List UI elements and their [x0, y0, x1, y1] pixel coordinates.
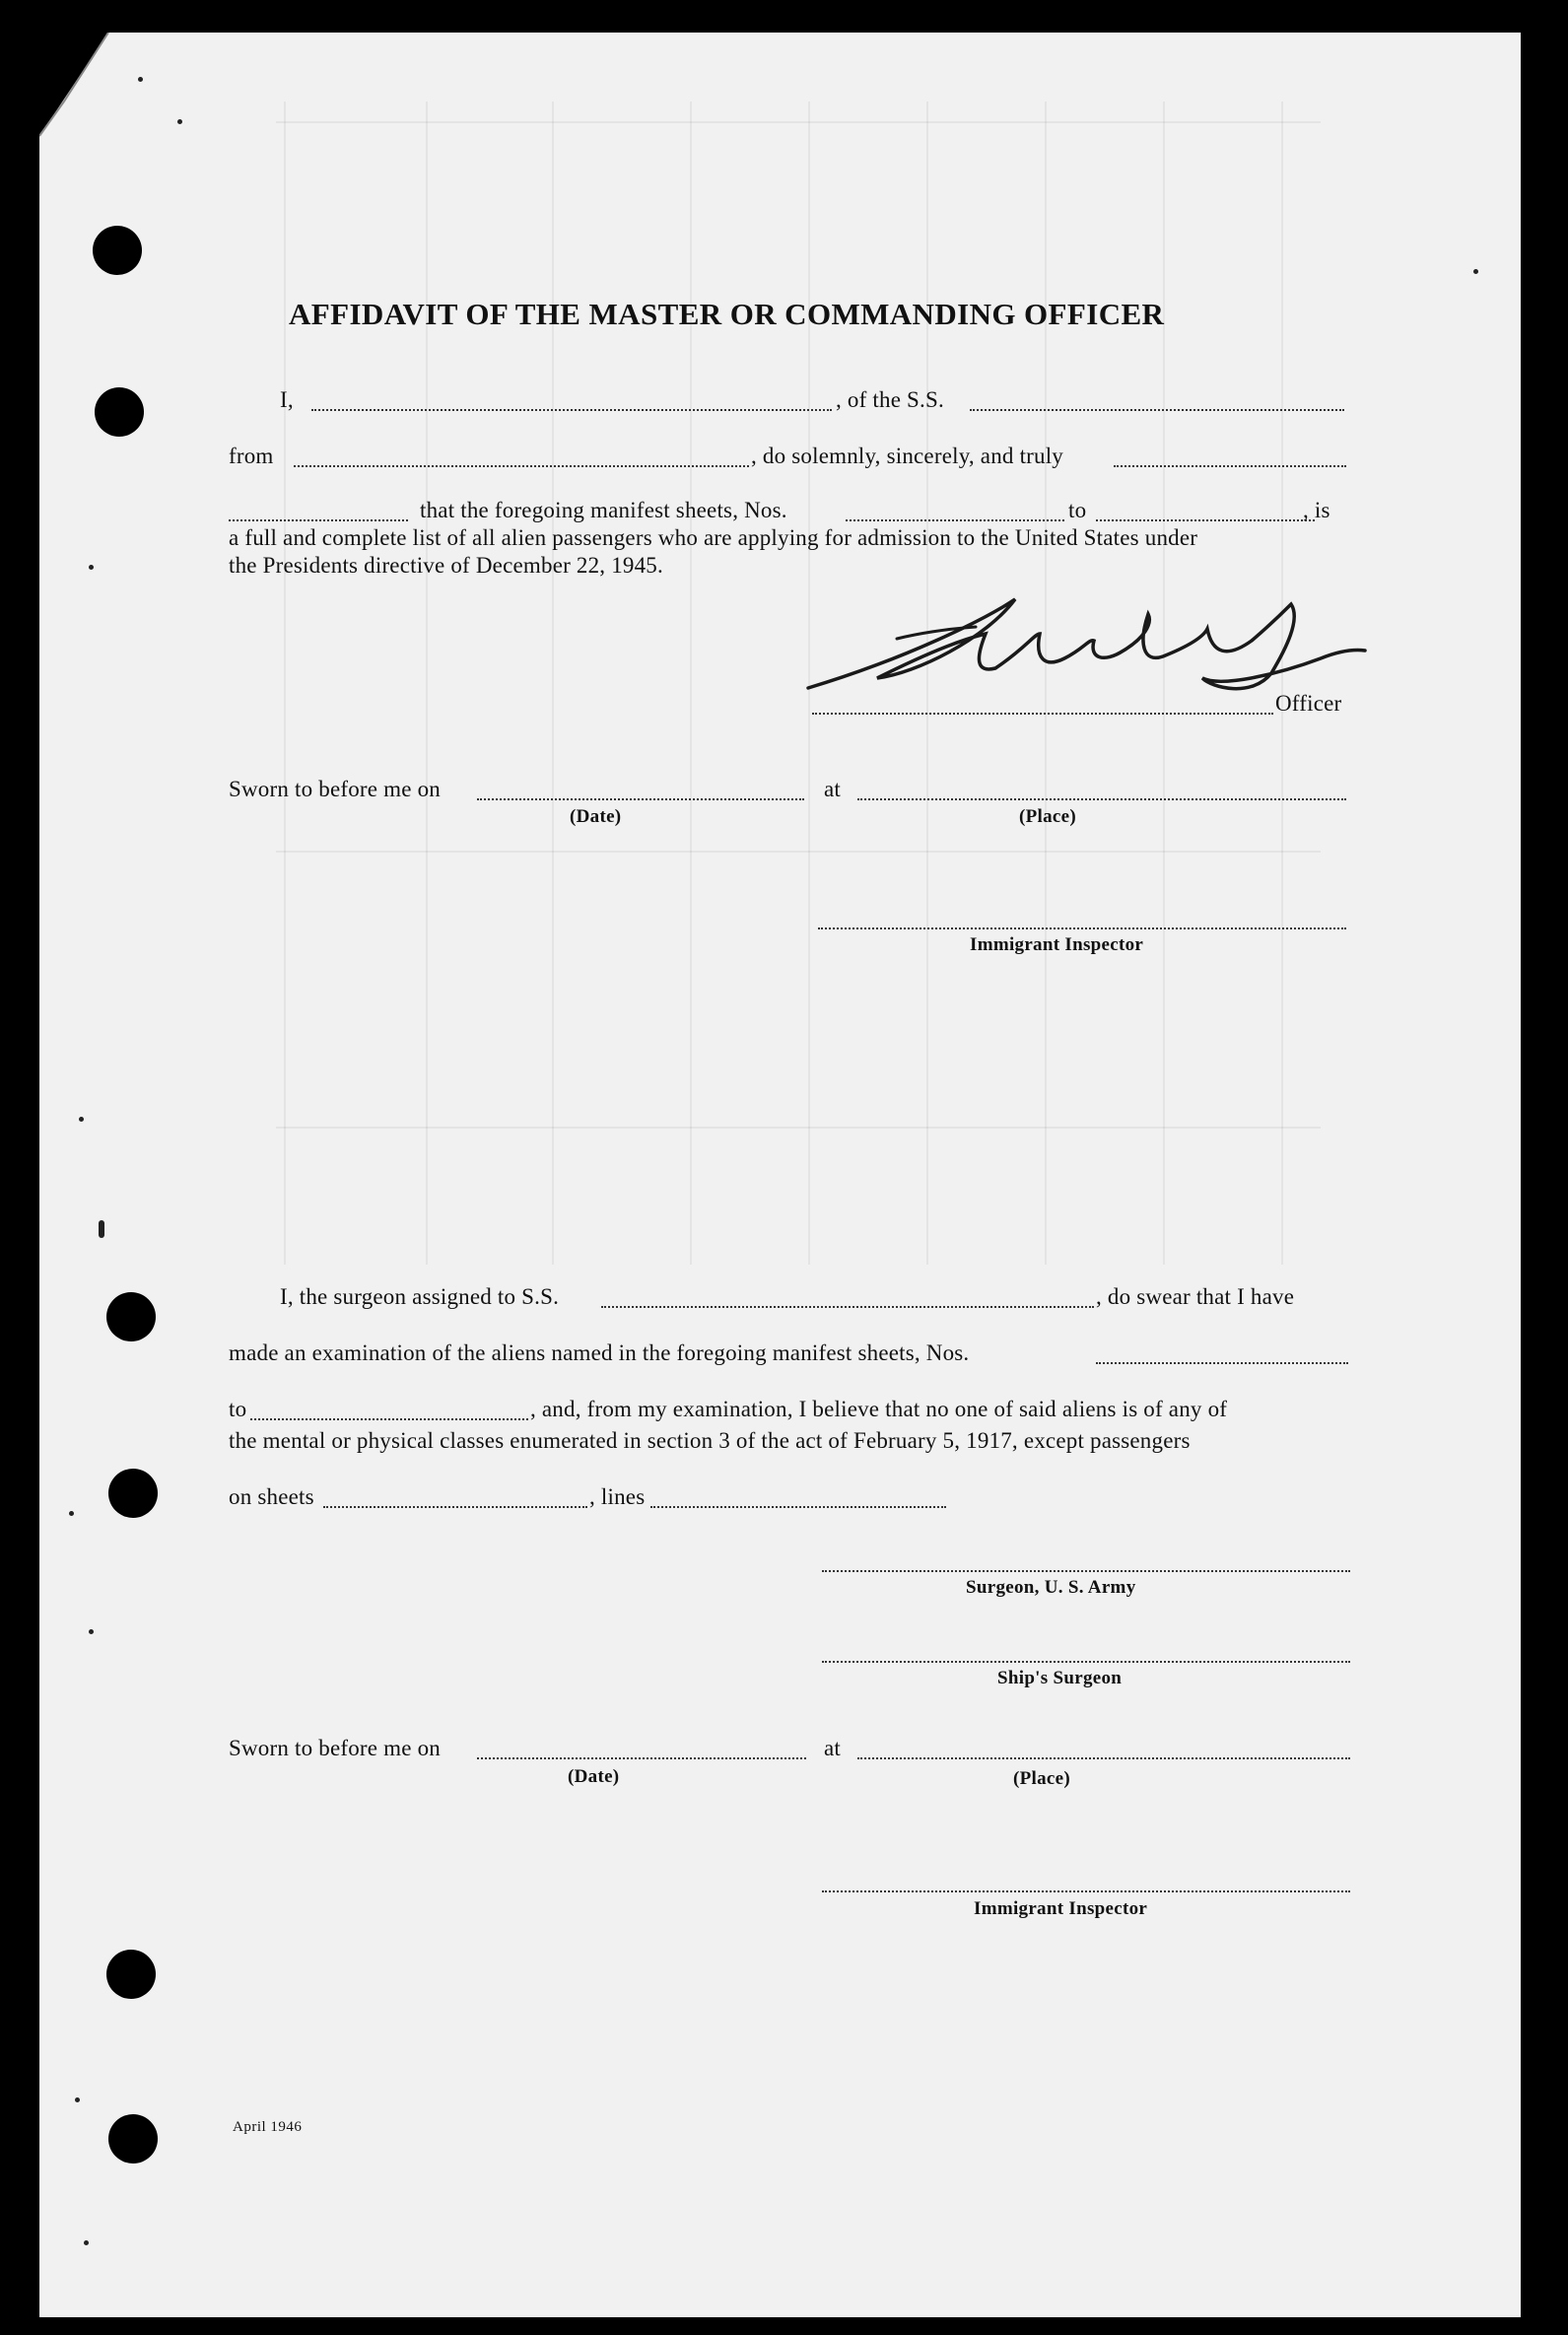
binder-hole	[108, 1469, 158, 1518]
bleed-through-line	[276, 1127, 1321, 1129]
master-is-label: , is	[1303, 498, 1330, 522]
folded-corner	[39, 33, 118, 141]
surgeon-sheets-label: on sheets	[229, 1484, 314, 1509]
ship-surgeon-caption: Ship's Surgeon	[997, 1668, 1123, 1688]
master-to-label: to	[1068, 498, 1087, 522]
surgeon-place-caption: (Place)	[1013, 1768, 1071, 1789]
master-inspector-caption: Immigrant Inspector	[970, 934, 1144, 955]
master-statement-line: a full and complete list of all alien passengers who are applying for admission to the United States under	[229, 525, 1198, 550]
master-from-label: from	[229, 444, 274, 468]
form-edition-date: April 1946	[233, 2119, 303, 2135]
bleed-through-line	[284, 102, 286, 1265]
master-oath-continue-field[interactable]	[229, 519, 408, 521]
surgeon-sheets-from-field[interactable]	[1096, 1362, 1348, 1364]
surgeon-belief-line: , and, from my examination, I believe that no one of said aliens is of any of	[530, 1397, 1228, 1421]
speck	[1473, 269, 1478, 274]
officer-signature	[788, 580, 1380, 708]
surgeon-sworn-place-field[interactable]	[857, 1757, 1350, 1759]
master-inspector-signature-line[interactable]	[818, 927, 1346, 929]
master-ship-field[interactable]	[970, 409, 1344, 411]
binder-hole	[95, 387, 144, 437]
speck	[89, 1629, 94, 1634]
master-swear-label: , do solemnly, sincerely, and truly	[751, 444, 1064, 468]
master-directive-line: the Presidents directive of December 22, 1945.	[229, 553, 663, 578]
binder-hole	[106, 1950, 156, 1999]
speck	[75, 2097, 80, 2102]
master-sheets-to-field[interactable]	[1096, 519, 1315, 521]
master-name-field[interactable]	[311, 409, 832, 411]
surgeon-sworn-label: Sworn to before me on	[229, 1736, 441, 1760]
speck	[177, 119, 182, 124]
surgeon-inspector-signature-line[interactable]	[822, 1890, 1350, 1892]
master-sworn-label: Sworn to before me on	[229, 777, 441, 801]
speck	[79, 1117, 84, 1122]
surgeon-assigned-label: I, the surgeon assigned to S.S.	[280, 1284, 560, 1309]
army-surgeon-signature-line[interactable]	[822, 1570, 1350, 1572]
master-place-caption: (Place)	[1019, 806, 1077, 827]
surgeon-inspector-caption: Immigrant Inspector	[974, 1898, 1148, 1919]
surgeon-at-label: at	[824, 1736, 841, 1760]
surgeon-examination-line: made an examination of the aliens named in the foregoing manifest sheets, Nos.	[229, 1340, 970, 1365]
binder-hole	[108, 2114, 158, 2163]
master-oath-field[interactable]	[1114, 465, 1346, 467]
speck	[69, 1511, 74, 1516]
speck	[84, 2240, 89, 2245]
binder-hole	[106, 1292, 156, 1341]
master-i-label: I,	[280, 387, 294, 412]
surgeon-swear-label: , do swear that I have	[1096, 1284, 1295, 1309]
surgeon-sworn-date-field[interactable]	[477, 1757, 806, 1759]
master-sworn-date-field[interactable]	[477, 798, 804, 800]
bleed-through-line	[552, 102, 554, 1265]
speck	[89, 565, 94, 570]
ship-surgeon-signature-line[interactable]	[822, 1661, 1350, 1663]
master-sheets-label: that the foregoing manifest sheets, Nos.	[420, 498, 787, 522]
surgeon-except-sheets-field[interactable]	[323, 1506, 587, 1508]
binder-hole	[93, 226, 142, 275]
bleed-through-line	[276, 851, 1321, 853]
master-at-label: at	[824, 777, 841, 801]
surgeon-to-label: to	[229, 1397, 247, 1421]
master-sheets-from-field[interactable]	[846, 519, 1064, 521]
form-sheet	[39, 33, 1521, 2317]
bleed-through-line	[426, 102, 428, 1265]
surgeon-except-lines-field[interactable]	[650, 1506, 946, 1508]
surgeon-classes-line: the mental or physical classes enumerated in section 3 of the act of February 5, 1917, except passengers	[229, 1428, 1191, 1453]
master-ss-label: , of the S.S.	[836, 387, 944, 412]
officer-caption: Officer	[1275, 691, 1342, 716]
speck	[138, 77, 143, 82]
bleed-through-line	[690, 102, 692, 1265]
form-title: AFFIDAVIT OF THE MASTER OR COMMANDING OFFICER	[289, 297, 1165, 331]
master-from-field[interactable]	[294, 465, 749, 467]
surgeon-lines-label: , lines	[589, 1484, 646, 1509]
speck	[99, 1220, 104, 1238]
master-date-caption: (Date)	[570, 806, 622, 827]
officer-signature-line[interactable]	[812, 713, 1273, 715]
bleed-through-line	[276, 121, 1321, 123]
surgeon-date-caption: (Date)	[568, 1766, 620, 1787]
surgeon-sheets-to-field[interactable]	[250, 1418, 528, 1420]
master-sworn-place-field[interactable]	[857, 798, 1346, 800]
surgeon-ship-field[interactable]	[601, 1306, 1094, 1308]
army-surgeon-caption: Surgeon, U. S. Army	[966, 1577, 1136, 1598]
